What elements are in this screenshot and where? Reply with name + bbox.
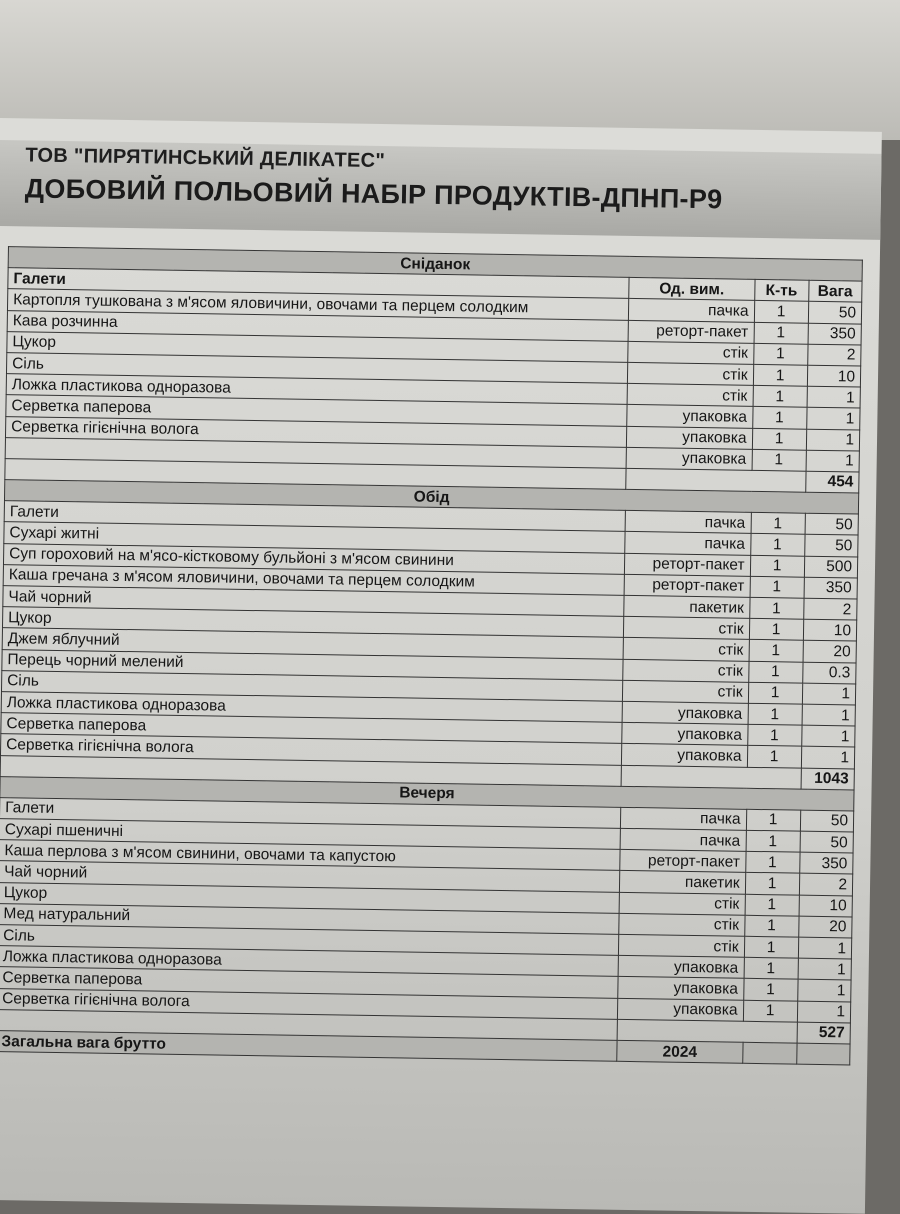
- item-quantity: 1: [746, 809, 800, 831]
- item-name: Сіль: [6, 353, 628, 384]
- item-quantity: 1: [748, 682, 802, 704]
- item-name: Сіль: [1, 670, 623, 701]
- item-name: Сухарі пшеничні: [0, 819, 621, 850]
- item-unit: упаковка: [627, 405, 753, 428]
- item-name: Мед натуральний: [0, 903, 619, 934]
- item-unit: пачка: [625, 532, 751, 555]
- item-weight: 1: [807, 386, 861, 408]
- item-quantity: 1: [744, 957, 798, 979]
- subtotal-spacer: [626, 468, 806, 492]
- item-unit: пачка: [629, 299, 755, 322]
- item-unit: упаковка: [618, 998, 744, 1021]
- item-weight: 2: [803, 598, 857, 620]
- item-weight: 350: [808, 323, 862, 345]
- item-quantity: 1: [748, 661, 802, 683]
- item-unit: упаковка: [618, 956, 744, 979]
- item-name: Цукор: [7, 331, 629, 362]
- item-quantity: 1: [753, 364, 807, 386]
- item-quantity: 1: [749, 597, 803, 619]
- item-unit: реторт-пакет: [624, 574, 750, 597]
- item-unit: пакетик: [624, 595, 750, 618]
- item-quantity: 1: [751, 513, 805, 535]
- grand-total-label: Загальна вага брутто: [0, 1030, 617, 1061]
- item-quantity: 1: [745, 852, 799, 874]
- item-quantity: 1: [745, 873, 799, 895]
- item-weight: 10: [807, 365, 861, 387]
- item-name: Перець чорний мелений: [2, 649, 624, 680]
- item-quantity: 1: [754, 301, 808, 323]
- grand-total-spacer: [742, 1042, 796, 1064]
- item-unit: стік: [628, 362, 754, 385]
- item-unit: упаковка: [618, 977, 744, 1000]
- item-name: Кава розчинна: [7, 310, 629, 341]
- item-weight: 50: [800, 831, 854, 853]
- item-name: Ложка пластикова одноразова: [1, 692, 623, 723]
- section-subtotal: 454: [805, 471, 859, 493]
- item-weight: 1: [797, 1001, 851, 1023]
- item-unit: упаковка: [626, 447, 752, 470]
- document-title: ДОБОВИЙ ПОЛЬОВИЙ НАБІР ПРОДУКТІВ-ДПНП-Р9: [24, 173, 723, 215]
- item-weight: 1: [806, 429, 860, 451]
- item-name: Серветка гігієнічна волога: [5, 416, 627, 447]
- item-unit: пакетик: [620, 871, 746, 894]
- item-quantity: 1: [747, 746, 801, 768]
- item-name: Серветка гігієнічна волога: [0, 988, 618, 1019]
- item-name: Сіль: [0, 925, 619, 956]
- ration-table-body: [0, 247, 862, 1065]
- item-unit: стік: [619, 913, 745, 936]
- item-weight: 350: [799, 852, 853, 874]
- subtotal-spacer: [617, 1019, 797, 1043]
- item-unit: стік: [623, 659, 749, 682]
- item-weight: 1: [806, 450, 860, 472]
- section-subtotal: 1043: [801, 768, 855, 790]
- item-weight: 1: [806, 408, 860, 430]
- section-title: Сніданок: [8, 247, 862, 282]
- item-unit: стік: [623, 638, 749, 661]
- item-name: Серветка паперова: [0, 967, 618, 998]
- item-name: Каша гречана з м'ясом яловичини, овочами та перцем солодким: [3, 564, 625, 595]
- item-name: Чай чорний: [3, 586, 625, 617]
- item-quantity: 1: [754, 322, 808, 344]
- item-quantity: 1: [746, 830, 800, 852]
- item-quantity: 1: [752, 449, 806, 471]
- item-unit: стік: [628, 341, 754, 364]
- item-unit: реторт-пакет: [625, 553, 751, 576]
- item-name: Галети: [8, 268, 630, 299]
- item-weight: 50: [808, 302, 862, 324]
- item-name: Серветка паперова: [1, 713, 623, 744]
- item-weight: 20: [798, 916, 852, 938]
- subtotal-spacer: [621, 765, 801, 789]
- item-name: Цукор: [2, 607, 624, 638]
- item-name: Серветка паперова: [6, 395, 628, 426]
- document-sheet: [0, 118, 882, 1214]
- item-weight: 1: [801, 746, 855, 768]
- item-quantity: 1: [753, 343, 807, 365]
- item-weight: 0.3: [802, 662, 856, 684]
- column-header-qty: К-ть: [754, 280, 808, 302]
- item-weight: 10: [799, 895, 853, 917]
- item-quantity: 1: [749, 640, 803, 662]
- item-quantity: 1: [750, 576, 804, 598]
- item-weight: 1: [798, 937, 852, 959]
- section-subtotal: 527: [797, 1022, 851, 1044]
- grand-total-spacer: [796, 1043, 850, 1065]
- column-header-unit: Од. вим.: [629, 278, 755, 301]
- item-weight: 1: [802, 683, 856, 705]
- item-name: Ложка пластикова одноразова: [6, 374, 628, 405]
- grand-total-value: 2024: [617, 1040, 743, 1063]
- item-weight: 20: [803, 641, 857, 663]
- item-unit: реторт-пакет: [628, 320, 754, 343]
- item-weight: 1: [801, 725, 855, 747]
- item-unit: стік: [619, 934, 745, 957]
- item-weight: 50: [800, 810, 854, 832]
- section-title: Вечеря: [0, 776, 854, 811]
- item-weight: 2: [807, 344, 861, 366]
- company-name: ТОВ "ПИРЯТИНСЬКИЙ ДЕЛІКАТЕС": [25, 144, 386, 173]
- item-name: Картопля тушкована з м'ясом яловичини, овочами та перцем солодким: [7, 289, 629, 320]
- item-weight: 2: [799, 874, 853, 896]
- item-name: Серветка гігієнічна волога: [0, 734, 622, 765]
- item-unit: пачка: [620, 828, 746, 851]
- item-quantity: 1: [744, 936, 798, 958]
- item-weight: 50: [805, 513, 859, 535]
- column-header-weight: Вага: [808, 280, 862, 302]
- item-name: Суп гороховий на м'ясо-кістковому бульйоні з м'ясом свинини: [3, 543, 625, 574]
- item-weight: 1: [797, 980, 851, 1002]
- item-quantity: 1: [743, 1000, 797, 1022]
- item-quantity: 1: [752, 407, 806, 429]
- item-quantity: 1: [750, 534, 804, 556]
- item-name: Ложка пластикова одноразова: [0, 946, 619, 977]
- bleed-through-text-area: [11, 1070, 841, 1083]
- item-unit: реторт-пакет: [620, 850, 746, 873]
- item-name: Чай чорний: [0, 861, 620, 892]
- item-quantity: 1: [744, 915, 798, 937]
- item-quantity: 1: [748, 703, 802, 725]
- item-name: Джем яблучний: [2, 628, 624, 659]
- item-weight: 350: [804, 577, 858, 599]
- item-unit: пачка: [621, 807, 747, 830]
- item-name: Каша перлова з м'ясом свинини, овочами та капустою: [0, 840, 620, 871]
- item-unit: упаковка: [622, 744, 748, 767]
- section-title: Обід: [4, 480, 858, 515]
- item-unit: упаковка: [622, 722, 748, 745]
- ration-table: [0, 246, 863, 1065]
- item-unit: пачка: [625, 511, 751, 534]
- item-weight: 50: [804, 535, 858, 557]
- item-quantity: 1: [749, 619, 803, 641]
- item-unit: стік: [623, 680, 749, 703]
- item-weight: 1: [802, 704, 856, 726]
- item-unit: стік: [627, 384, 753, 407]
- item-weight: 1: [798, 958, 852, 980]
- item-name: Галети: [0, 797, 621, 828]
- item-name: Цукор: [0, 882, 620, 913]
- item-quantity: 1: [745, 894, 799, 916]
- item-weight: 500: [804, 556, 858, 578]
- item-name: Сухарі житні: [4, 522, 626, 553]
- item-name: Галети: [4, 501, 626, 532]
- item-weight: 10: [803, 619, 857, 641]
- item-quantity: 1: [747, 724, 801, 746]
- item-quantity: 1: [753, 385, 807, 407]
- item-quantity: 1: [750, 555, 804, 577]
- item-unit: упаковка: [622, 701, 748, 724]
- background-surface: [0, 0, 900, 140]
- item-unit: стік: [619, 892, 745, 915]
- item-quantity: 1: [743, 979, 797, 1001]
- item-quantity: 1: [752, 428, 806, 450]
- item-unit: упаковка: [627, 426, 753, 449]
- item-unit: стік: [624, 617, 750, 640]
